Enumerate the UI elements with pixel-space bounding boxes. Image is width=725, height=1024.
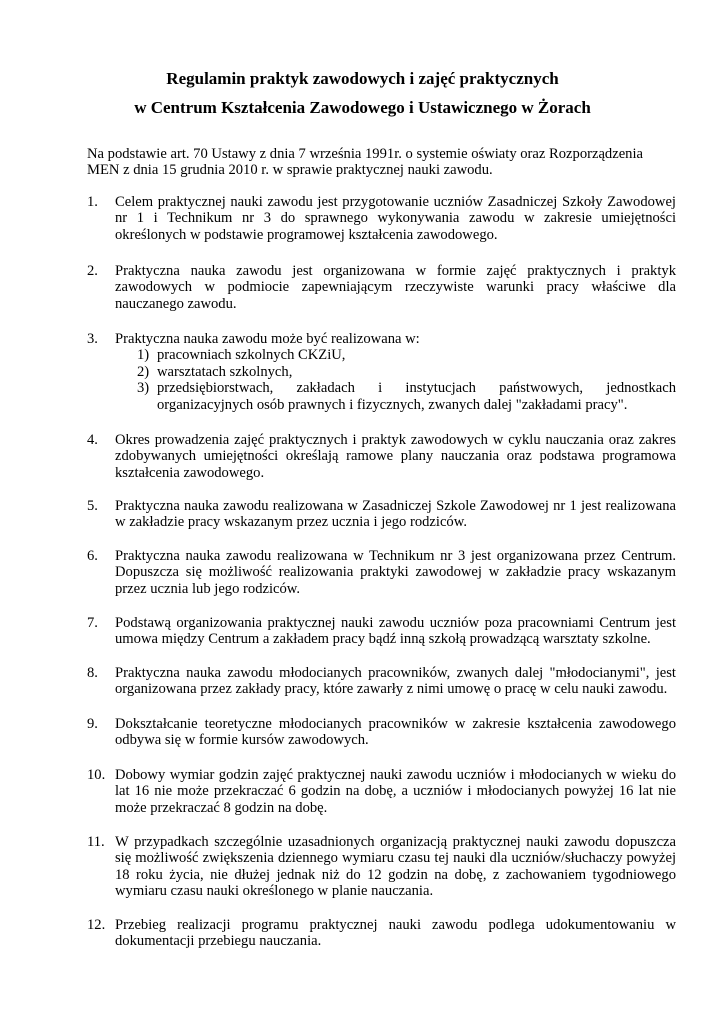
list-item-number: 4. (87, 432, 98, 448)
list-item-text: Dobowy wymiar godzin zajęć praktycznej nauki zawodu uczniów i młodocianych w wieku do lat 16 nie może przekraczać 6 godzin na dobę, a uczniów i młodocianych powyżej 16 lat nie może przekraczać 8 godzin na dobę. (115, 767, 676, 816)
list-item-text: Praktyczna nauka zawodu może być realizowana w: (115, 331, 420, 347)
list-item-text: Praktyczna nauka zawodu jest organizowana w formie zajęć praktycznych i praktyk zawodowych w podmiocie zapewniającym rzeczywiste warunki pracy właściwe dla nauczanego zawodu. (115, 263, 676, 312)
list-item-number: 10. (87, 767, 106, 783)
list-item-number: 6. (87, 548, 98, 564)
list-item (87, 834, 676, 900)
sub-list-item (115, 364, 676, 380)
list-item (87, 432, 676, 481)
list-item-text: Podstawą organizowania praktycznej nauki zawodu uczniów poza pracowniami Centrum jest umowa między Centrum a zakładem pracy bądź inną szkołą prowadzącą warsztaty szkolne. (115, 615, 676, 648)
sub-list-item (115, 380, 676, 413)
list-item (87, 716, 676, 749)
list-item-number: 8. (87, 665, 98, 681)
list-item-text: Dokształcanie teoretyczne młodocianych pracowników w zakresie kształcenia zawodowego odbywa się w formie kursów zawodowych. (115, 716, 676, 749)
list-item-text: Celem praktycznej nauki zawodu jest przygotowanie uczniów Zasadniczej Szkoły Zawodowej nr 1 i Technikum nr 3 do sprawnego wykonywania zawodu w zakresie umiejętności określonych w podstawie programowej kształcenia zawodowego. (115, 194, 676, 243)
list-item-text: Praktyczna nauka zawodu realizowana w Zasadniczej Szkole Zawodowej nr 1 jest realizowana w zakładzie pracy wskazanym przez ucznia i jego rodziców. (115, 498, 676, 531)
sub-list-item-number: 3) (137, 380, 150, 397)
sub-list-item-number: 1) (137, 347, 150, 364)
list-item-text: Przebieg realizacji programu praktycznej nauki zawodu podlega udokumentowaniu w dokumentacji przebiegu nauczania. (115, 917, 676, 950)
list-item (87, 767, 676, 816)
list-item (87, 331, 676, 413)
list-item-number: 12. (87, 917, 106, 933)
document-title-line-2: w Centrum Kształcenia Zawodowego i Ustawicznego w Żorach (134, 98, 591, 117)
list-item-number: 1. (87, 194, 98, 210)
list-item (87, 194, 676, 243)
list-item-text: W przypadkach szczególnie uzasadnionych organizacją praktycznej nauki zawodu dopuszcza się możliwość zwiększenia dziennego wymiaru czasu tej nauki dla uczniów/słuchaczy powyżej 18 roku życia, nie dłużej jednak niż do 12 godzin na dobę, z zachowaniem tygodniowego wymiaru czasu nauki określonego w planie nauczania. (115, 834, 676, 900)
list-item-number: 7. (87, 615, 98, 631)
list-item-number: 5. (87, 498, 98, 514)
sub-list-item-text: warsztatach szkolnych, (157, 363, 293, 380)
list-item-text: Praktyczna nauka zawodu młodocianych pracowników, zwanych dalej "młodocianymi", jest organizowana przez zakłady pracy, które zawarły z nimi umowę o pracę w celu nauki zawodu. (115, 665, 676, 698)
list-item (87, 498, 676, 531)
sub-list-item-text: przedsiębiorstwach, zakładach i instytucjach państwowych, jednostkach organizacyjnych osób prawnych i fizycznych, zwanych dalej "zakładami pracy". (157, 380, 676, 413)
sub-list-item (115, 347, 676, 363)
list-item (87, 548, 676, 597)
list-item (87, 263, 676, 312)
list-item (87, 917, 676, 950)
list-item-number: 3. (87, 331, 98, 347)
sub-list (115, 347, 676, 413)
document-title-line-1: Regulamin praktyk zawodowych i zajęć praktycznych (166, 69, 559, 88)
list-item-text: Okres prowadzenia zajęć praktycznych i praktyk zawodowych w cyklu nauczania oraz zakres zdobywanych umiejętności określają ramowe plany nauczania oraz podstawa programowa kształcenia zawodowego. (115, 432, 676, 481)
intro-paragraph: Na podstawie art. 70 Ustawy z dnia 7 września 1991r. o systemie oświaty oraz Rozporządzenia MEN z dnia 15 grudnia 2010 r. w sprawie praktycznej nauki zawodu. (87, 146, 644, 179)
list-item-number: 11. (87, 834, 105, 850)
sub-list-item-number: 2) (137, 363, 150, 380)
list-item (87, 665, 676, 698)
sub-list-item-text: pracowniach szkolnych CKZiU, (157, 347, 346, 364)
list-item (87, 615, 676, 648)
list-item-text: Praktyczna nauka zawodu realizowana w Technikum nr 3 jest organizowana przez Centrum. Dopuszcza się możliwość realizowania praktyki zawodowej w zakładzie pracy wskazanym przez ucznia lub jego rodziców. (115, 548, 676, 597)
list-item-number: 2. (87, 263, 98, 279)
list-item-number: 9. (87, 716, 98, 732)
